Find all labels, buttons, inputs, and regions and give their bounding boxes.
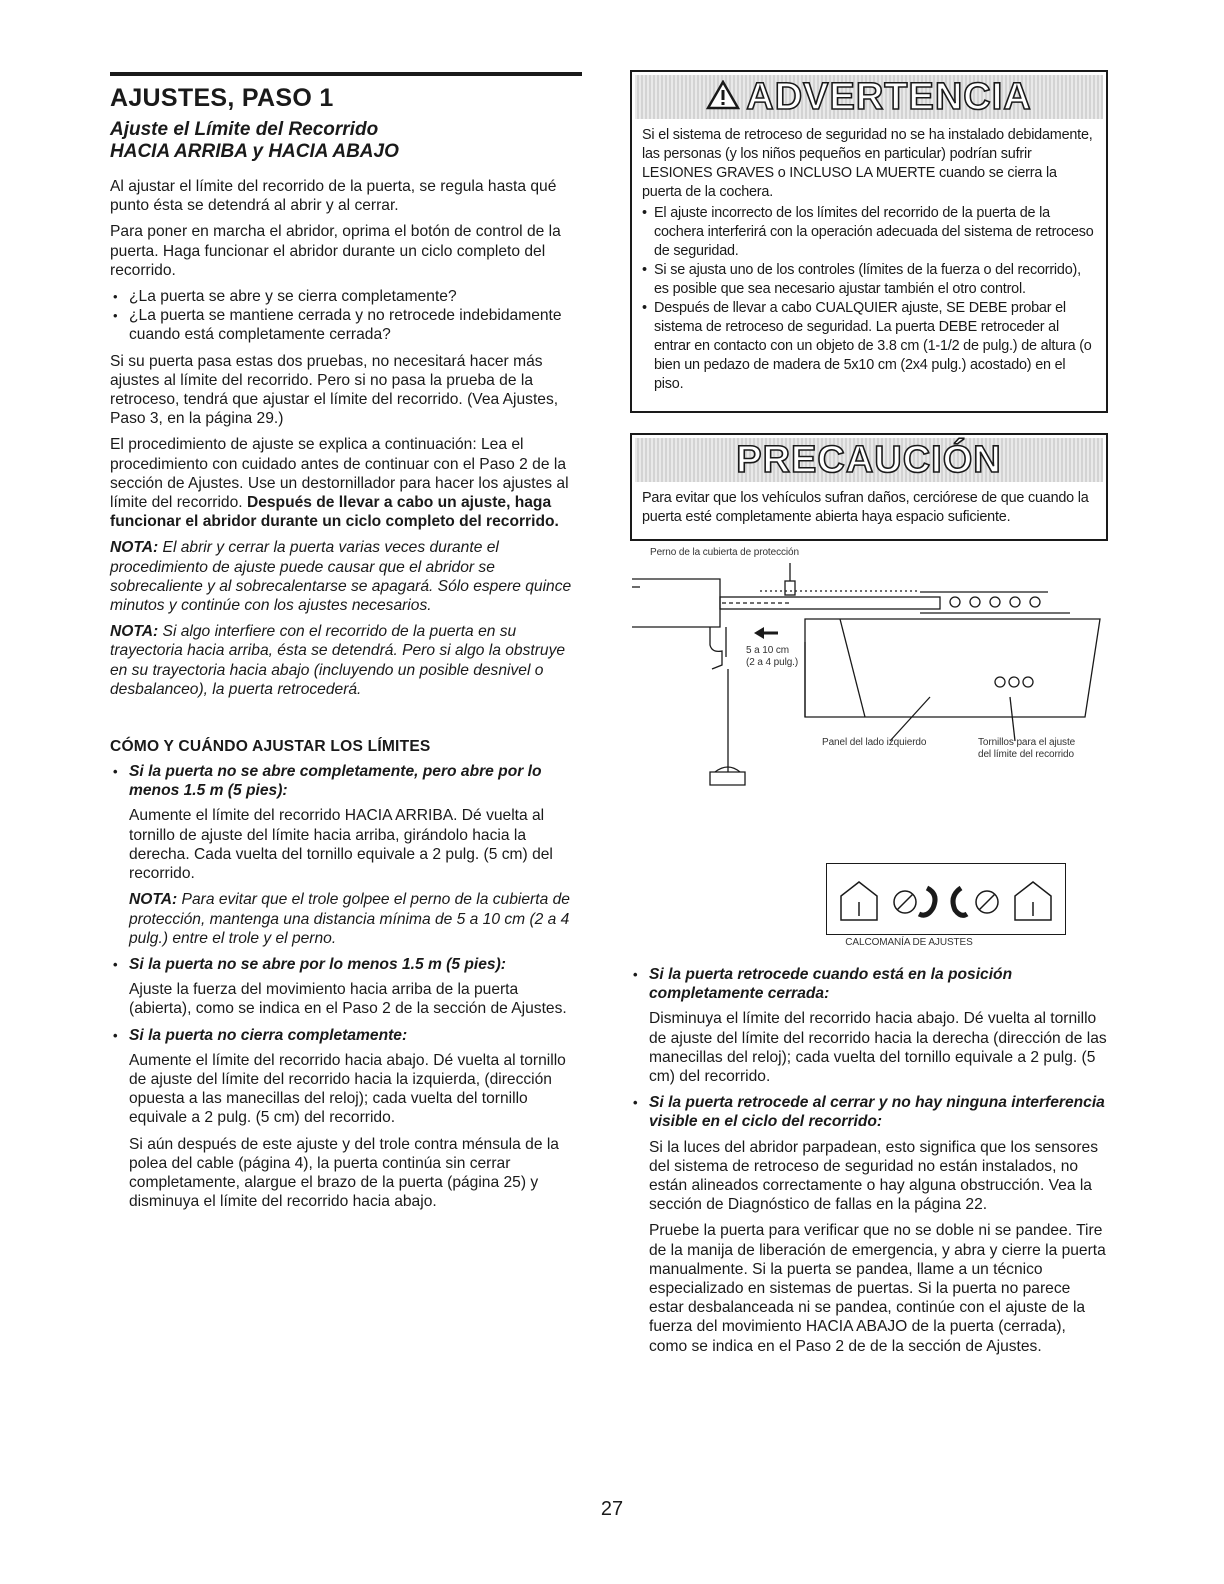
case-2-text: Ajuste la fuerza del movimiento hacia arriba de la puerta (abierta), como se indica en el Paso 2 de la sección de Ajustes.: [129, 981, 567, 1018]
case-2-heading: • Si la puerta no se abre por lo menos 1.5 m (5 pies):: [110, 955, 582, 974]
caution-text: [632, 485, 1106, 539]
case-3-text-2: Si aún después de este ajuste y del trole contra ménsula de la polea del cable (página 4), la puerta continúa sin cerrar completamente, alargue el brazo de la puerta (página 25) y disminuya el límite del recorrido hacia abajo.: [129, 1135, 559, 1211]
question-1: • ¿La puerta se abre y se cierra completamente?: [110, 287, 582, 306]
case-1-note-text: Para evitar que el trole golpee el perno de la cubierta de protección, mantenga una distancia mínima de 5 a 10 cm (2 a 4 pulg.) entre el trole y el perno.: [129, 891, 570, 947]
warning-bullet-2: • Si se ajusta uno de los controles (límites de la fuerza o del recorrido), es posible que sea necesario ajustar también el otro control.: [642, 261, 1096, 299]
intro-paragraph: Al ajustar el límite del recorrido de la puerta, se regula hasta qué punto ésta se detendrá al abrir y al cerrar.: [110, 178, 557, 215]
warning-bullet-3: • Después de llevar a cabo CUALQUIER ajuste, SE DEBE probar el sistema de retroceso de seguridad. La puerta DEBE retroceder al entrar en contacto con un objeto de 3.8 cm (1-1/2 de pulg.) de altura (o bien un pedazo de madera de 5x10 cm (2x4 pulg.) acostado) en el piso.: [642, 299, 1096, 394]
subheading-line2: HACIA ARRIBA y HACIA ABAJO: [110, 141, 399, 162]
page-heading: AJUSTES, PASO 1: [110, 84, 334, 112]
page-number: 27: [600, 1498, 624, 1520]
note-label: NOTA:: [110, 623, 159, 641]
caution-title: PRECAUCIÓN: [736, 438, 1002, 481]
bolt-label: Perno de la cubierta de protección: [650, 547, 799, 558]
case-3-heading: • Si la puerta no cierra completamente:: [110, 1026, 582, 1045]
operate-paragraph: Para poner en marcha el abridor, oprima el botón de control de la puerta. Haga funcionar el abridor durante un ciclo completo del recorrido.: [110, 223, 561, 279]
procedure-bold: Después de llevar a cabo un ajuste, haga funcionar el abridor durante un ciclo completo del recorrido.: [110, 494, 559, 531]
caution-banner: [635, 438, 1103, 482]
screws-label-1: Tornillos para el ajuste: [978, 737, 1076, 748]
left-column: [110, 72, 582, 1218]
note-1-text: El abrir y cerrar la puerta varias veces durante el procedimiento de ajuste puede causar que el abridor se sobrecaliente y al sobrecalentarse se apagará. Sólo espere quince minutos y continúe con los ajustes necesarios.: [110, 539, 572, 615]
screws-label: [978, 737, 1075, 761]
warning-title: ADVERTENCIA: [746, 75, 1032, 118]
case-4-heading: • Si la puerta retrocede cuando está en la posición completamente cerrada:: [630, 965, 1108, 1003]
decal-frame: [826, 863, 1066, 935]
tests-paragraph: Si su puerta pasa estas dos pruebas, no necesitará hacer más ajustes al límite del recorrido. Pero si no pasa la prueba de la retroceso, tendrá que ajustar el límite del recorrido. (Vea Ajustes, Paso 3, en la página 29.): [110, 352, 559, 428]
decal-symbols-icon: [827, 864, 1065, 934]
section-title: CÓMO Y CUÁNDO AJUSTAR LOS LÍMITES: [110, 738, 431, 756]
procedure-text: El procedimiento de ajuste se explica a continuación: Lea el procedimiento con cuidado antes de continuar con el Paso 2 de la sección de Ajustes. Use un destornillador para hacer los ajustes al límite del recorrido.: [110, 436, 569, 512]
panel-label: Panel del lado izquierdo: [822, 737, 927, 748]
distance-label-1: 5 a 10 cm: [746, 645, 790, 656]
warning-text: [632, 122, 1106, 411]
note-label: NOTA:: [129, 891, 178, 909]
adjustment-decal: [630, 863, 1108, 948]
warning-triangle-icon: [706, 80, 740, 115]
warning-banner: [635, 75, 1103, 119]
note-1: [110, 538, 582, 615]
note-2-text: Si algo interfiere con el recorrido de la puerta en su trayectoria hacia arriba, ésta se detendrá. Pero si algo la obstruye en su trayectoria hacia abajo (incluyendo un posible desnivel o desbalanceo), la puerta retrocederá.: [110, 623, 566, 698]
distance-label: [746, 645, 798, 669]
warning-bullet-1: • El ajuste incorrecto de los límites del recorrido de la puerta de la cochera interferirá con la operación adecuada del sistema de retroceso de seguridad.: [642, 204, 1096, 261]
subheading-line1: Ajuste el Límite del Recorrido: [110, 119, 379, 140]
case-3-text-1: Aumente el límite del recorrido hacia abajo. Dé vuelta al tornillo de ajuste del límite del recorrido hacia la izquierda, (dirección opuesta a las manecillas del reloj); cada vuelta del tornillo equivale a 2 pulg. (5 cm) del recorrido.: [129, 1051, 566, 1127]
decal-caption: CALCOMANÍA DE AJUSTES: [845, 937, 973, 948]
procedure-paragraph: [110, 435, 582, 531]
case-5-text-2: Pruebe la puerta para verificar que no se doble ni se pandee. Tire de la manija de liberación de emergencia, y abra y cierre la puerta manualmente. Si la puerta se pandea, llame a un técnico especializado en sistemas de puertas. Si la puerta no parece estar desbalanceada ni se pandea, continúe con el ajuste de la fuerza del movimiento HACIA ABAJO de la puerta (cerrada), como se indica en el Paso 2 de de la sección de Ajustes.: [649, 1222, 1106, 1355]
case-1-text: Aumente el límite del recorrido HACIA ARRIBA. Dé vuelta al tornillo de ajuste del límite hacia arriba, girándolo hacia la derecha. Cada vuelta del tornillo equivale a 2 pulg. (5 cm) del recorrido.: [129, 807, 553, 883]
page-subheading: [110, 119, 582, 163]
distance-label-2: (2 a 4 pulg.): [746, 657, 799, 668]
case-1-heading: • Si la puerta no se abre completamente, pero abre por lo menos 1.5 m (5 pies):: [110, 762, 582, 800]
case-5-heading: • Si la puerta retrocede al cerrar y no hay ninguna interferencia visible en el ciclo del recorrido:: [630, 1093, 1108, 1131]
warning-intro: Si el sistema de retroceso de seguridad no se ha instalado debidamente, las personas (y los niños pequeños en particular) podrían sufrir LESIONES GRAVES o INCLUSO LA MUERTE cuando se cierra la puerta de la cochera.: [642, 127, 1093, 200]
screws-label-2: del límite del recorrido: [978, 749, 1074, 760]
case-1-note: [110, 890, 582, 948]
opener-illustration: [630, 557, 1108, 807]
case-4-text: Disminuya el límite del recorrido hacia abajo. Dé vuelta al tornillo de ajuste del límite del recorrido hacia la derecha (dirección de las manecillas del reloj); cada vuelta del tornillo equivale a 2 pulg. (5 cm) del recorrido.: [649, 1010, 1107, 1086]
heading-rule: [110, 72, 582, 76]
opener-diagram: [630, 547, 1108, 807]
right-column: [630, 70, 1108, 1363]
caution-paragraph: Para evitar que los vehículos sufran daños, cerciórese de que cuando la puerta esté completamente abierta haya espacio suficiente.: [642, 490, 1089, 525]
test-questions: [110, 287, 582, 345]
adjust-screws-icon: [995, 677, 1033, 687]
case-5-text-1: Si la luces del abridor parpadean, esto significa que los sensores del sistema de retroceso de seguridad no están instalados, no están alineados correctamente o hay alguna obstrucción. Vea la sección de Diagnóstico de fallas en la página 22.: [649, 1138, 1099, 1214]
note-2: [110, 622, 582, 699]
warning-bullets: [642, 204, 1096, 394]
warning-box: [630, 70, 1108, 413]
question-2: • ¿La puerta se mantiene cerrada y no retrocede indebidamente cuando está completamente cerrada?: [110, 306, 582, 344]
caution-box: [630, 433, 1108, 541]
note-label: NOTA:: [110, 539, 159, 557]
